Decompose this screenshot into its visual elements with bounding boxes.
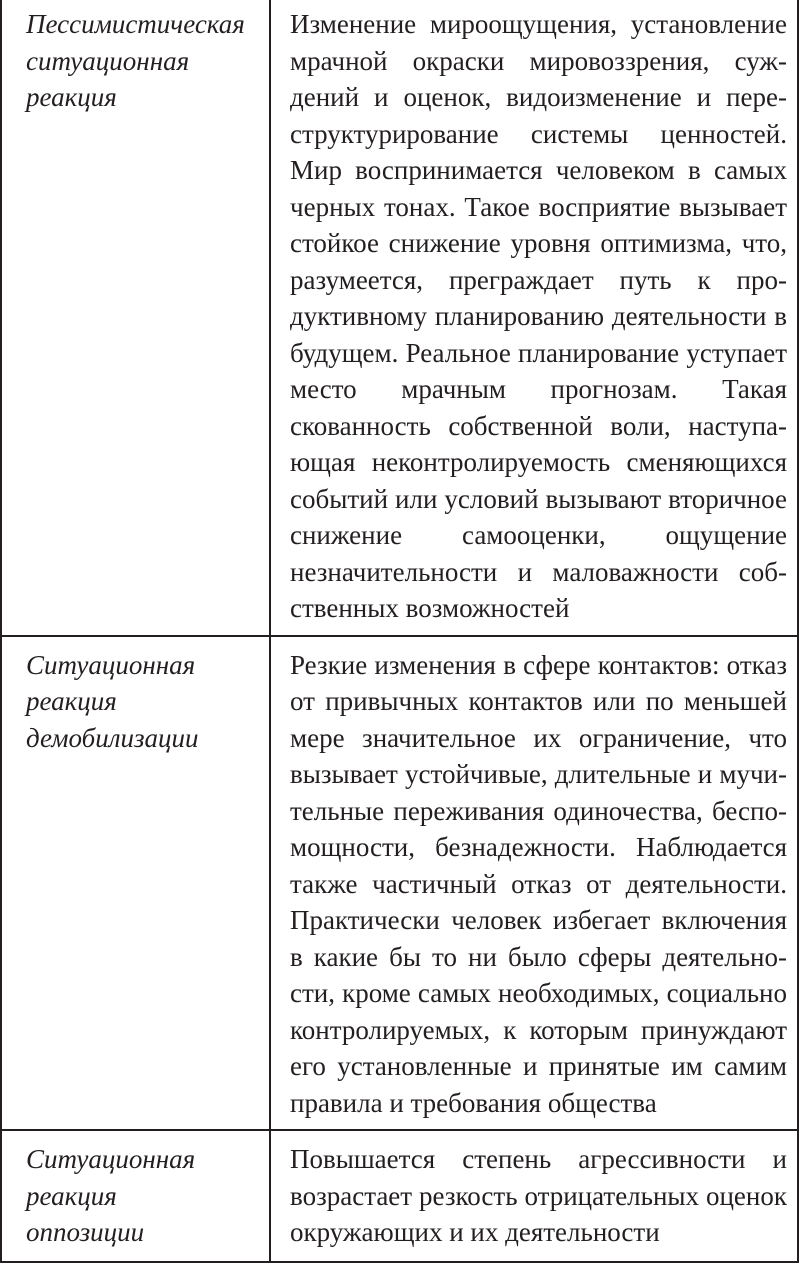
table-row [1,636,798,1131]
term-line: демобилизации [26,722,199,753]
term-line: реакция [26,1180,117,1211]
term-line: Ситуационная [26,649,196,680]
term-line: Пессимистическая [26,9,245,39]
description-cell: Повышается степень агрессивности и возрастает резкость отрицательных оценок окружающих и их деятельности [270,1130,798,1262]
term-cell [1,0,270,636]
description-cell: Резкие изменения в сфере контактов: отказ от привычных контактов или по меньшей мере значительное их ограничение, что вызывает устойчивые, длительные и мучительные переживания одиночества, беспомощности, безнадежности. Наблюдается также частичный отказ от деятельности. Практически человек избегает включения в какие бы то ни было сферы деятельности, кроме самых необходимых, социально контролируемых, к которым принуждают его установленные и принятые им самим правила и требования общества [270,636,798,1131]
table-row [1,0,798,636]
term-cell [1,636,270,1131]
description-cell: Изменение мироощущения, установление мрачной окраски мировоззрения, суждений и оценок, видоизменение и переструктурирование системы ценностей. Мир воспринимается человеком в самых черных тонах. Такое восприятие вызывает стойкое снижение уровня оптимизма, что, разумеется, преграждает путь к продуктивному планированию деятельности в будущем. Реальное планирование уступает место мрачным прогнозам. Такая скованность собственной воли, наступающая неконтролируемость сменяющихся событий или условий вызывают вторичное снижение самооценки, ощущение незначительности и маловажности собственных возможностей [270,0,798,636]
term-line: Ситуационная [26,1144,196,1174]
term-cell [1,1130,270,1262]
term-line: оппозиции [26,1217,145,1247]
term-line: ситуационная [26,45,190,76]
term-line: реакция [26,82,117,112]
table-row [1,1130,798,1262]
term-line: реакция [26,686,117,716]
